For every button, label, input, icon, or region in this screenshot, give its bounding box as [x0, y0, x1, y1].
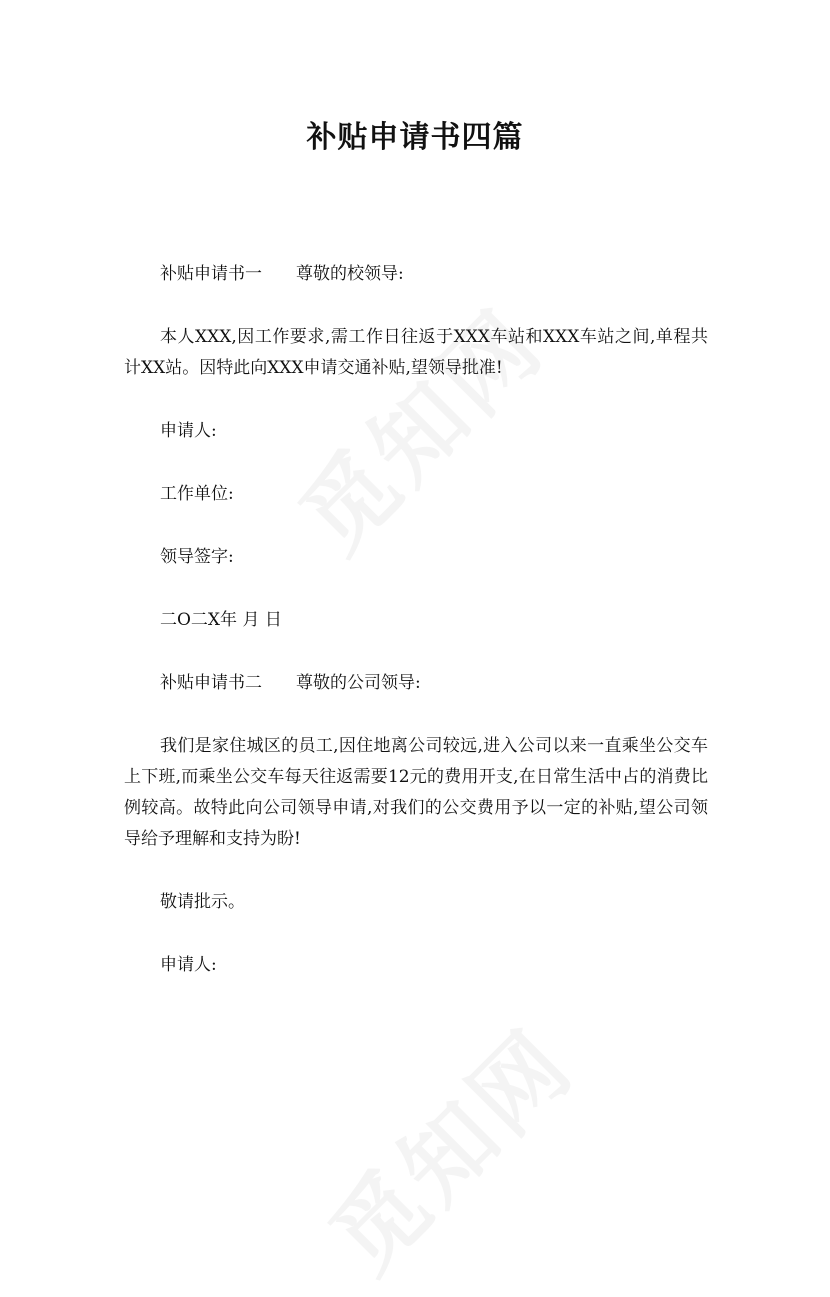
letter1-signature-label: 领导签字:: [160, 547, 234, 567]
letter2-heading: 补贴申请书二: [160, 673, 262, 693]
letter1-body: 本人XXX,因工作要求,需工作日往返于XXX车站和XXX车站之间,单程共计XX站。因特此向XXX申请交通补贴,望领导批准!: [124, 327, 708, 378]
letter1-heading-line: [124, 259, 708, 290]
letter2-closing: 敬请批示。: [160, 892, 245, 912]
document-body: [124, 259, 708, 1013]
letter1-applicant-label: 申请人:: [160, 421, 217, 441]
letter1-date-line: 二O二X年 月 日: [160, 610, 282, 630]
letter2-heading-line: [124, 668, 708, 699]
letter1-work-unit-label: 工作单位:: [160, 484, 234, 504]
watermark: [296, 995, 597, 1296]
letter2-salutation: 尊敬的公司领导:: [296, 673, 421, 693]
page-title: 补贴申请书四篇: [306, 120, 524, 155]
letter2-body: 我们是家住城区的员工,因住地离公司较远,进入公司以来一直乘坐公交车上下班,而乘坐公交车每天往返需要12元的费用开支,在日常生活中占的消费比例较高。故特此向公司领导申请,对我们的公交费用予以一定的补贴,望公司领导给予理解和支持为盼!: [124, 736, 708, 849]
letter1-heading: 补贴申请书一: [160, 264, 262, 284]
letter2-applicant-label: 申请人:: [160, 955, 217, 975]
letter1-salutation: 尊敬的校领导:: [296, 264, 404, 284]
